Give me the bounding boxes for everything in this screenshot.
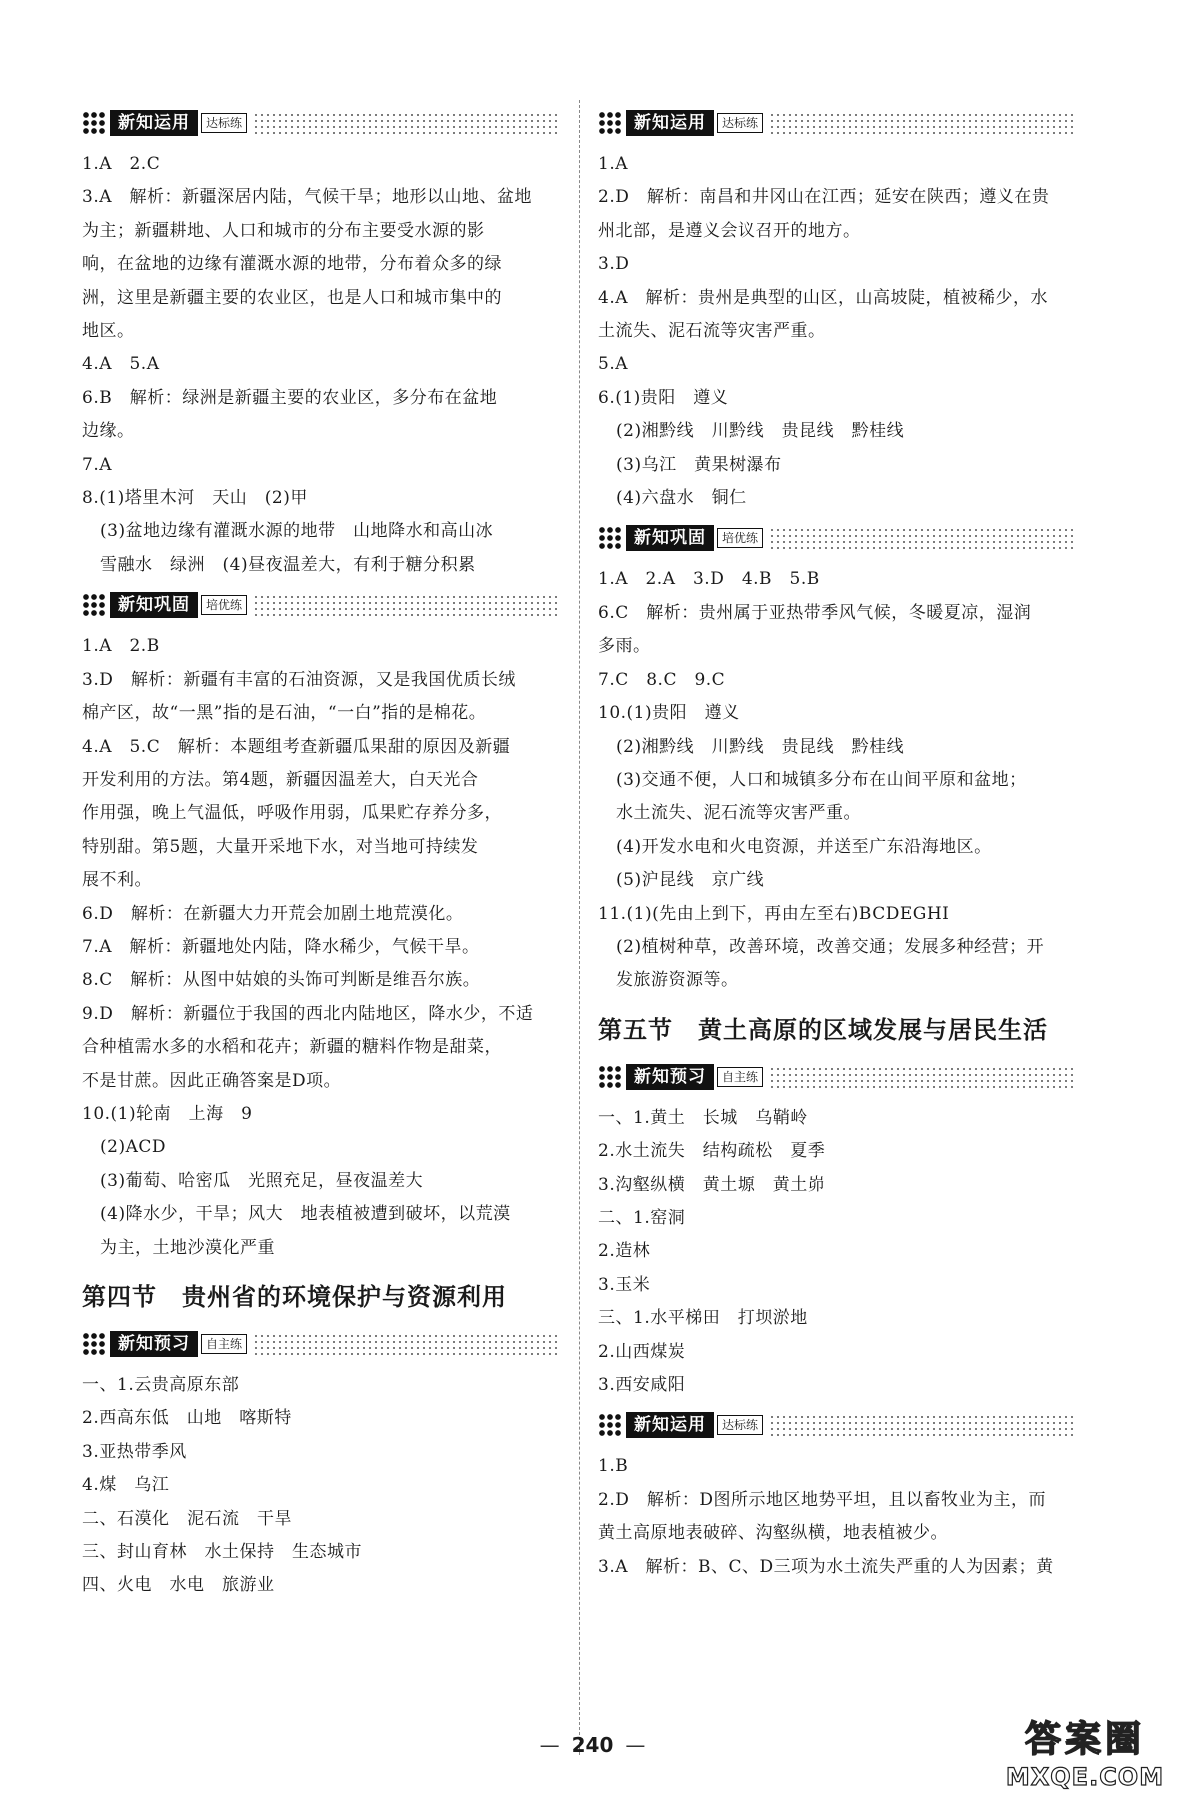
dotted-rule: [769, 527, 1076, 549]
answer-line: 作用强，晚上气温低，呼吸作用弱，瓜果贮存养分多，: [82, 803, 502, 824]
section-header: [82, 588, 560, 622]
answer-line: 黄土高原地表破碎、沟壑纵横，地表植被少。: [598, 1523, 948, 1544]
answer-line: 边缘。: [82, 421, 135, 442]
answer-line: 响，在盆地的边缘有灌溉水源的地带，分布着众多的绿: [82, 254, 502, 275]
answer-line: 2.山西煤炭: [598, 1341, 686, 1362]
answer-line: (3)葡萄、哈密瓜 光照充足，昼夜温差大: [100, 1170, 424, 1191]
answer-line: (2)植树种草，改善环境，改善交通；发展多种经营；开: [616, 936, 1045, 957]
dotted-rule: [253, 112, 560, 134]
answer-line: (4)降水少，干旱；风大 地表植被遭到破坏，以荒漠: [100, 1204, 511, 1225]
answer-line: 土流失、泥石流等灾害严重。: [598, 321, 826, 342]
section-tag: 自主练: [201, 1334, 247, 1354]
section-tag: 培优练: [717, 528, 763, 548]
column-divider: [579, 100, 580, 1755]
answer-line: 6.B 解析：绿洲是新疆主要的农业区，多分布在盆地: [82, 387, 498, 408]
answer-line: 二、石漠化 泥石流 干旱: [82, 1508, 292, 1529]
answer-line: 3.A 解析：新疆深居内陆，气候干旱；地形以山地、盆地: [82, 187, 532, 208]
dash-left: —: [539, 1733, 560, 1757]
section-title: 新知预习: [110, 1331, 198, 1357]
answer-line: 6.(1)贵阳 遵义: [598, 387, 729, 408]
answer-line: (3)交通不便，人口和城镇多分布在山间平原和盆地；: [616, 769, 1027, 790]
answer-line: 展不利。: [82, 870, 152, 891]
dot-grid-icon: [598, 526, 622, 550]
section-tag: 达标练: [717, 1415, 763, 1435]
section-header: [598, 521, 1076, 555]
section-title: 新知运用: [110, 110, 198, 136]
answer-line: (2)湘黔线 川黔线 贵昆线 黔桂线: [616, 736, 905, 757]
section-title: 新知巩固: [110, 592, 198, 618]
answer-line: 为主；新疆耕地、人口和城市的分布主要受水源的影: [82, 220, 485, 241]
answer-line: 地区。: [82, 321, 135, 342]
answer-line: 一、1.黄土 长城 乌鞘岭: [598, 1107, 808, 1128]
answer-line: (5)沪昆线 京广线: [616, 870, 765, 891]
answer-line: 二、1.窑洞: [598, 1207, 686, 1228]
answer-line: 一、1.云贵高原东部: [82, 1375, 240, 1395]
answer-line: 三、封山育林 水土保持 生态城市: [82, 1542, 362, 1563]
section-tag: 达标练: [717, 113, 763, 133]
section-header: [598, 106, 1076, 140]
answer-line: 8.C 解析：从图中姑娘的头饰可判断是维吾尔族。: [82, 970, 481, 991]
answer-line: 特别甜。第5题，大量开采地下水，对当地可持续发: [82, 836, 479, 857]
section-header: [82, 106, 560, 140]
answer-line: (3)盆地边缘有灌溉水源的地带 山地降水和高山冰: [100, 521, 494, 542]
section-header: [598, 1060, 1076, 1094]
answer-line: 2.西高东低 山地 喀斯特: [82, 1408, 292, 1429]
answer-line: 合种植需水多的水稻和花卉；新疆的糖料作物是甜菜，: [82, 1037, 502, 1058]
dot-grid-icon: [598, 1413, 622, 1437]
answer-line: (3)乌江 黄果树瀑布: [616, 454, 782, 475]
dot-grid-icon: [82, 111, 106, 135]
answer-line: 4.A 解析：贵州是典型的山区，山高坡陡，植被稀少，水: [598, 287, 1048, 308]
section-header: [598, 1408, 1076, 1442]
answer-line: 7.A: [82, 454, 112, 475]
page-number-text: 240: [571, 1733, 614, 1757]
answer-line: 多雨。: [598, 636, 651, 657]
right-column: [598, 100, 1076, 1584]
answer-line: 10.(1)轮南 上海 9: [82, 1103, 253, 1124]
answer-line: 7.C 8.C 9.C: [598, 669, 726, 690]
watermark-bottom-text: MXQE.COM: [1005, 1763, 1165, 1791]
answer-line: 州北部，是遵义会议召开的地方。: [598, 220, 861, 241]
left-column: [82, 100, 560, 1603]
chapter-title: 第五节 黄土高原的区域发展与居民生活: [598, 1015, 1048, 1044]
answer-line: 10.(1)贵阳 遵义: [598, 703, 740, 724]
answer-line: 1.A 2.C: [82, 154, 161, 174]
answer-line: 四、火电 水电 旅游业: [82, 1575, 275, 1596]
answer-line: 雪融水 绿洲 (4)昼夜温差大，有利于糖分积累: [100, 554, 476, 575]
answer-line: (4)六盘水 铜仁: [616, 488, 747, 509]
answer-line: 1.A 2.B: [82, 636, 160, 657]
answer-line: 7.A 解析：新疆地处内陆，降水稀少，气候干旱。: [82, 936, 480, 957]
answer-line: (2)ACD: [100, 1137, 166, 1158]
section-title: 新知预习: [626, 1064, 714, 1090]
answer-line: 3.A 解析：B、C、D三项为水土流失严重的人为因素；黄: [598, 1556, 1054, 1577]
dot-grid-icon: [82, 1332, 106, 1356]
answer-line: 为主，土地沙漠化严重: [100, 1237, 275, 1258]
watermark-top-text: 答案圈: [1024, 1719, 1145, 1760]
answer-line: 2.D 解析：南昌和井冈山在江西；延安在陕西；遵义在贵: [598, 187, 1050, 208]
answer-line: 3.西安咸阳: [598, 1375, 686, 1395]
answer-line: 不是甘蔗。因此正确答案是D项。: [82, 1070, 342, 1091]
answer-line: (4)开发水电和火电资源，并送至广东沿海地区。: [616, 836, 992, 857]
answer-line: 洲，这里是新疆主要的农业区，也是人口和城市集中的: [82, 287, 502, 308]
section-tag: 自主练: [717, 1067, 763, 1087]
answer-line: 9.D 解析：新疆位于我国的西北内陆地区，降水少，不适: [82, 1003, 534, 1024]
answer-line: 1.B: [598, 1456, 629, 1477]
dotted-rule: [769, 1414, 1076, 1436]
section-tag: 达标练: [201, 113, 247, 133]
section-title: 新知巩固: [626, 525, 714, 551]
answer-line: 6.C 解析：贵州属于亚热带季风气候，冬暖夏凉，湿润: [598, 602, 1032, 623]
dot-grid-icon: [598, 1065, 622, 1089]
watermark-logo: [995, 1718, 1175, 1796]
answer-line: 3.亚热带季风: [82, 1441, 187, 1462]
answer-line: 4.A 5.A: [82, 354, 160, 375]
answer-line: 5.A: [598, 354, 628, 375]
dot-grid-icon: [598, 111, 622, 135]
answer-line: 1.A 2.A 3.D 4.B 5.B: [598, 569, 820, 590]
answer-line: 3.D: [598, 254, 630, 275]
answer-line: 3.沟壑纵横 黄土塬 黄土峁: [598, 1174, 826, 1195]
chapter-title: 第四节 贵州省的环境保护与资源利用: [82, 1283, 507, 1311]
answer-line: 2.水土流失 结构疏松 夏季: [598, 1141, 826, 1162]
dotted-rule: [253, 594, 560, 616]
section-title: 新知运用: [626, 1412, 714, 1438]
section-tag: 培优练: [201, 595, 247, 615]
dotted-rule: [253, 1333, 560, 1355]
section-title: 新知运用: [626, 110, 714, 136]
answer-line: 2.造林: [598, 1241, 651, 1262]
answer-line: (2)湘黔线 川黔线 贵昆线 黔桂线: [616, 421, 905, 442]
answer-line: 棉产区，故“一黑”指的是石油，“一白”指的是棉花。: [82, 703, 487, 724]
answer-line: 1.A: [598, 154, 628, 174]
dot-grid-icon: [82, 593, 106, 617]
answer-line: 开发利用的方法。第4题，新疆因温差大，白天光合: [82, 769, 479, 790]
answer-line: 发旅游资源等。: [616, 970, 739, 991]
answer-line: 2.D 解析：D图所示地区地势平坦，且以畜牧业为主，而: [598, 1489, 1046, 1510]
answer-line: 11.(1)(先由上到下，再由左至右)BCDEGHI: [598, 903, 950, 924]
dotted-rule: [769, 1066, 1076, 1088]
answer-line: 水土流失、泥石流等灾害严重。: [616, 803, 861, 824]
dash-right: —: [625, 1733, 646, 1757]
dotted-rule: [769, 112, 1076, 134]
answer-line: 6.D 解析：在新疆大力开荒会加剧土地荒漠化。: [82, 903, 464, 924]
answer-line: 3.玉米: [598, 1274, 651, 1295]
answer-line: 4.煤 乌江: [82, 1475, 170, 1496]
answer-line: 三、1.水平梯田 打坝淤地: [598, 1308, 808, 1329]
answer-line: 8.(1)塔里木河 天山 (2)甲: [82, 488, 308, 509]
answer-line: 3.D 解析：新疆有丰富的石油资源，又是我国优质长绒: [82, 669, 516, 690]
section-header: [82, 1327, 560, 1361]
answer-line: 4.A 5.C 解析：本题组考查新疆瓜果甜的原因及新疆: [82, 736, 511, 757]
